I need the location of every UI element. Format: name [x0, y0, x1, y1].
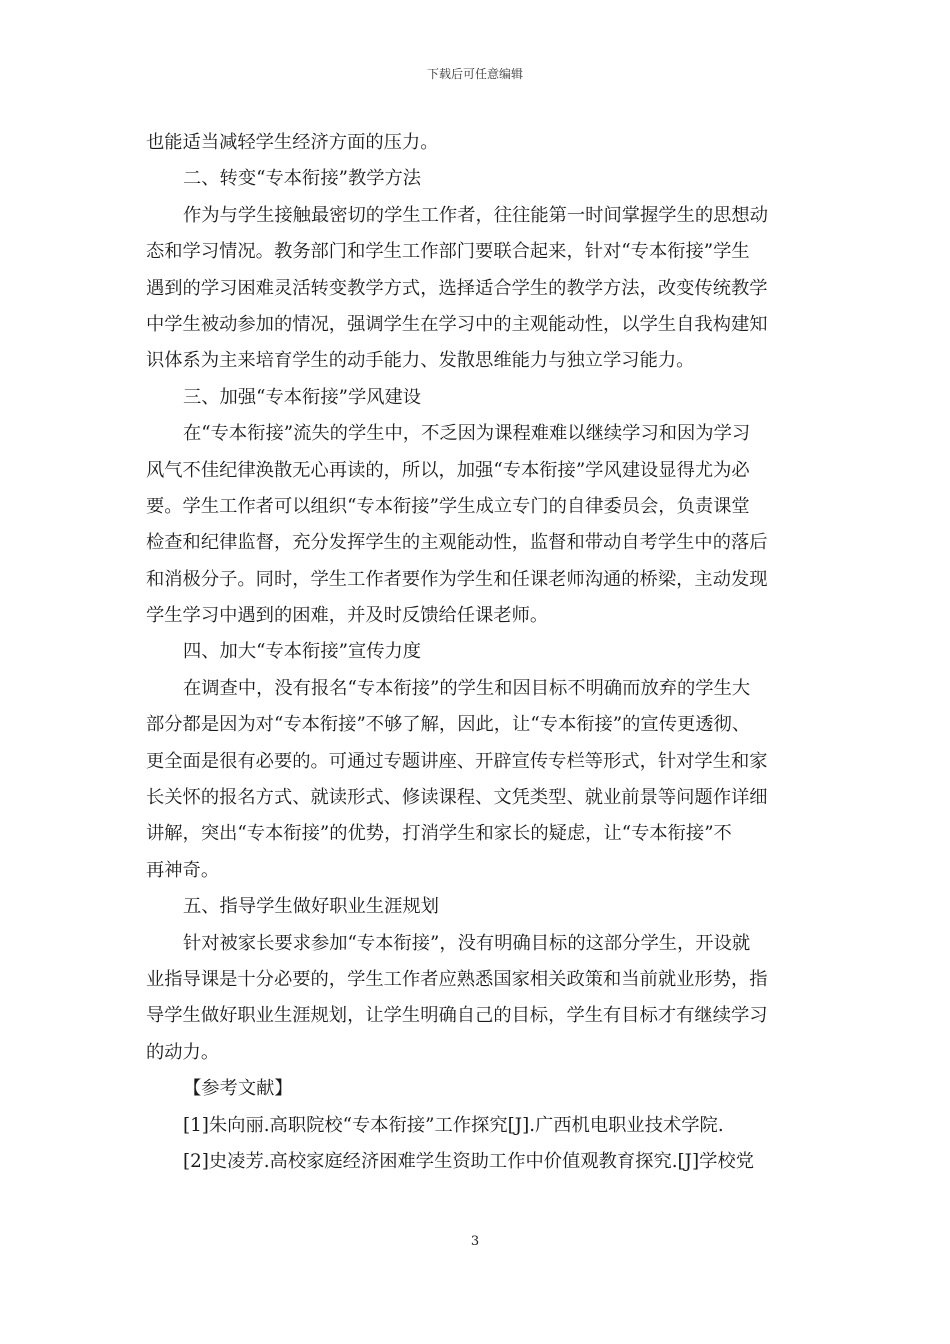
section-heading: 五、指导学生做好职业生涯规划	[183, 896, 439, 918]
page-number: 3	[470, 1234, 480, 1249]
paragraph-line: 的动力。	[146, 1041, 220, 1063]
paragraph-line: 针对被家长要求参加“专本衔接”，没有明确目标的这部分学生，开设就	[183, 932, 751, 954]
paragraph-line: 业指导课是十分必要的，学生工作者应熟悉国家相关政策和当前就业形势，指	[146, 968, 768, 990]
paragraph-line: 长关怀的报名方式、就读形式、修读课程、文凭类型、就业前景等问题作详细	[146, 787, 768, 809]
paragraph-line: 学生学习中遇到的困难，并及时反馈给任课老师。	[146, 605, 549, 627]
document-body	[146, 125, 816, 1180]
paragraph-line: 检查和纪律监督，充分发挥学生的主观能动性，监督和带动自考学生中的落后	[146, 532, 768, 554]
paragraph-line: 也能适当减轻学生经济方面的压力。	[146, 132, 439, 153]
paragraph-line: 作为与学生接触最密切的学生工作者，往往能第一时间掌握学生的思想动	[183, 204, 768, 226]
paragraph-line: 在调查中，没有报名“专本衔接”的学生和因目标不明确而放弃的学生大	[183, 677, 751, 699]
paragraph-line: 和消极分子。同时，学生工作者要作为学生和任课老师沟通的桥梁，主动发现	[146, 568, 768, 590]
paragraph-line: 在“专本衔接”流失的学生中，不乏因为课程难难以继续学习和因为学习	[183, 423, 751, 445]
references-heading: 【参考文献】	[183, 1078, 293, 1100]
section-heading: 二、转变“专本衔接”教学方法	[183, 168, 422, 190]
paragraph-line: 遇到的学习困难灵活转变教学方式，选择适合学生的教学方法，改变传统教学	[146, 277, 768, 299]
paragraph-line: 再神奇。	[146, 859, 220, 881]
paragraph-line: 风气不佳纪律涣散无心再读的，所以，加强“专本衔接”学风建设显得尤为必	[146, 459, 750, 481]
reference-item: [1]朱向丽.高职院校“专本衔接”工作探究[J].广西机电职业技术学院.	[183, 1114, 724, 1136]
paragraph-line: 态和学习情况。教务部门和学生工作部门要联合起来，针对“专本衔接”学生	[146, 241, 750, 263]
paragraph-line: 部分都是因为对“专本衔接”不够了解，因此，让“专本衔接”的宣传更透彻、	[146, 714, 751, 736]
paragraph-line: 更全面是很有必要的。可通过专题讲座、开辟宣传专栏等形式，针对学生和家	[146, 750, 768, 772]
paragraph-line: 要。学生工作者可以组织“专本衔接”学生成立专门的自律委员会，负责课堂	[146, 495, 750, 517]
reference-item: [2]史凌芳.高校家庭经济困难学生资助工作中价值观教育探究.[J]学校党	[183, 1150, 754, 1172]
paragraph-line: 导学生做好职业生涯规划，让学生明确自己的目标，学生有目标才有继续学习	[146, 1005, 768, 1027]
paragraph-line: 中学生被动参加的情况，强调学生在学习中的主观能动性，以学生自我构建知	[146, 313, 768, 335]
page-header-note: 下载后可任意编辑	[426, 67, 523, 81]
section-heading: 三、加强“专本衔接”学风建设	[183, 386, 422, 408]
paragraph-line: 识体系为主来培育学生的动手能力、发散思维能力与独立学习能力。	[146, 350, 695, 372]
paragraph-line: 讲解，突出“专本衔接”的优势，打消学生和家长的疑虑，让“专本衔接”不	[146, 823, 732, 845]
section-heading: 四、加大“专本衔接”宣传力度	[183, 641, 422, 663]
